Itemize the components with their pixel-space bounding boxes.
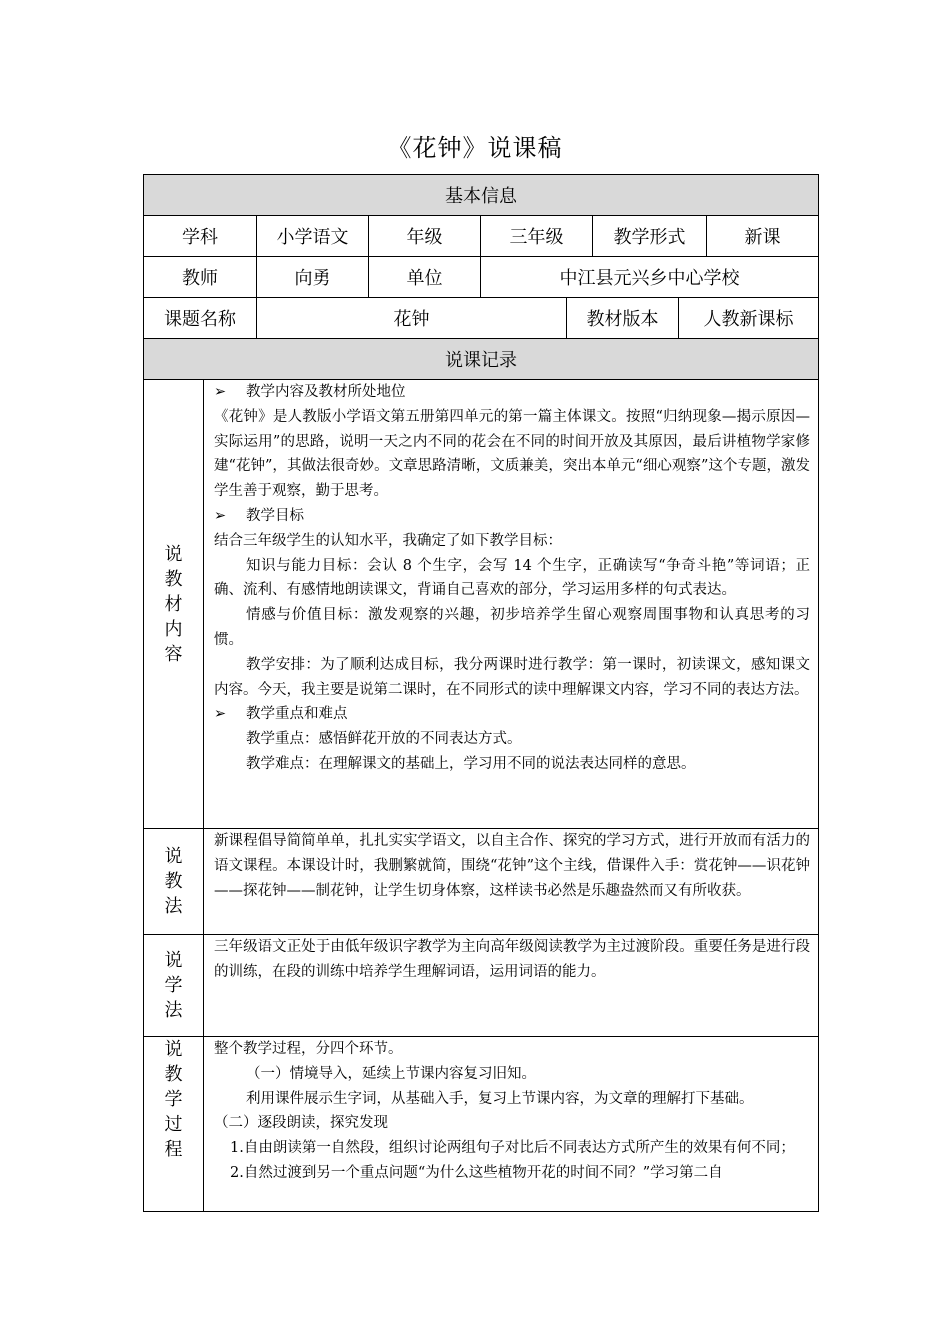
bullet-text: 教学目标: [246, 507, 304, 524]
edition-label: 教材版本: [567, 298, 679, 339]
lesson-label: 课题名称: [144, 298, 257, 339]
section-label-method: [144, 829, 204, 935]
label-char: 法: [164, 896, 183, 917]
basic-info-header: 基本信息: [144, 175, 819, 216]
paragraph: 情感与价值目标：激发观察的兴趣，初步培养学生留心观察周围事物和认真思考的习惯。: [214, 607, 811, 648]
section-content-material: [204, 380, 819, 829]
label-char: 程: [164, 1139, 183, 1160]
label-char: 说: [164, 543, 183, 565]
form-value: 新课: [707, 216, 819, 257]
label-char: 说: [164, 846, 183, 867]
label-char: 法: [164, 1000, 183, 1021]
label-char: 教: [164, 871, 183, 892]
paragraph: 教学重点：感悟鲜花开放的不同表达方式。: [246, 731, 522, 748]
paragraph: 2.自然过渡到另一个重点问题“为什么这些植物开花的时间不同？”学习第二自: [230, 1164, 723, 1181]
paragraph: 知识与能力目标：会认 8 个生字，会写 14 个生字，正确读写“争奇斗艳”等词语；正确、流利、有感情地朗读课文，背诵自己喜欢的部分，学习运用多样的句式表达。: [214, 557, 811, 599]
teacher-value: 向勇: [257, 257, 369, 298]
edition-value: 人教新课标: [679, 298, 819, 339]
label-char: 说: [164, 950, 183, 971]
label-char: 容: [164, 643, 183, 665]
lesson-value: 花钟: [257, 298, 567, 339]
label-char: 说: [164, 1039, 183, 1060]
label-char: 教: [164, 1064, 183, 1085]
label-char: 教: [164, 568, 183, 590]
label-char: 材: [164, 593, 183, 615]
subject-value: 小学语文: [257, 216, 369, 257]
bullet-text: 教学重点和难点: [246, 706, 348, 723]
subject-label: 学科: [144, 216, 257, 257]
record-header: 说课记录: [144, 339, 819, 380]
grade-label: 年级: [369, 216, 481, 257]
section-label-material: [144, 380, 204, 829]
bullet-text: 教学内容及教材所处地位: [246, 384, 406, 400]
bullet-heading: [214, 380, 810, 405]
paragraph: 整个教学过程，分四个环节。: [214, 1041, 403, 1057]
arrow-bullet-icon: ➢: [214, 507, 227, 524]
document-title: 《花钟》说课稿: [387, 134, 563, 162]
label-char: 过: [164, 1114, 183, 1135]
paragraph: （二）逐段朗读，探究发现: [214, 1115, 388, 1132]
paragraph: 教学安排：为了顺利达成目标，我分两课时进行教学：第一课时，初读课文，感知课文内容。今天，我主要是说第二课时，在不同形式的读中理解课文内容，学习不同的表达方法。: [214, 656, 811, 698]
paragraph: （一）情境导入，延续上节课内容复习旧知。: [246, 1065, 536, 1082]
paragraph: 教学难点：在理解课文的基础上，学习用不同的说法表达同样的意思。: [246, 755, 696, 772]
paragraph: 三年级语文正处于由低年级识字教学为主向高年级阅读教学为主过渡阶段。重要任务是进行段的训练，在段的训练中培养学生理解词语，运用词语的能力。: [214, 939, 811, 980]
arrow-bullet-icon: ➢: [214, 706, 227, 723]
section-label-process: [144, 1037, 204, 1212]
bullet-heading: [214, 504, 810, 529]
section-label-study: [144, 935, 204, 1037]
label-char: 内: [164, 618, 183, 640]
section-content-study: [204, 935, 819, 1037]
paragraph: 《花钟》是人教版小学语文第五册第四单元的第一篇主体课文。按照“归纳现象—揭示原因—实际运用”的思路，说明一天之内不同的花会在不同的时间开放及其原因，最后讲植物学家修建“花钟”，其做法很奇妙。文章思路清晰，文质兼美，突出本单元“细心观察”这个专题，激发学生善于观察，勤于思考。: [214, 408, 811, 500]
section-content-method: [204, 829, 819, 935]
paragraph: 结合三年级学生的认知水平，我确定了如下教学目标：: [214, 532, 562, 549]
paragraph: 利用课件展示生字词，从基础入手，复习上节课内容，为文章的理解打下基础。: [246, 1090, 754, 1107]
paragraph: 新课程倡导简简单单，扎扎实实学语文，以自主合作、探究的学习方式，进行开放而有活力的语文课程。本课设计时，我删繁就简，围绕“花钟”这个主线，借课件入手：赏花钟——识花钟——探花钟——制花钟，让学生切身体察，这样读书必然是乐趣盎然而又有所收获。: [214, 833, 811, 899]
form-label: 教学形式: [593, 216, 707, 257]
label-char: 学: [164, 975, 183, 996]
grade-value: 三年级: [481, 216, 593, 257]
section-content-process: [204, 1037, 819, 1212]
paragraph: 1.自由朗读第一自然段，组织讨论两组句子对比后不同表达方式所产生的效果有何不同；: [230, 1140, 795, 1157]
bullet-heading: [214, 702, 810, 727]
lesson-plan-table: [143, 174, 819, 1212]
unit-value: 中江县元兴乡中心学校: [481, 257, 819, 298]
label-char: 学: [164, 1089, 183, 1110]
arrow-bullet-icon: ➢: [214, 384, 227, 400]
unit-label: 单位: [369, 257, 481, 298]
teacher-label: 教师: [144, 257, 257, 298]
